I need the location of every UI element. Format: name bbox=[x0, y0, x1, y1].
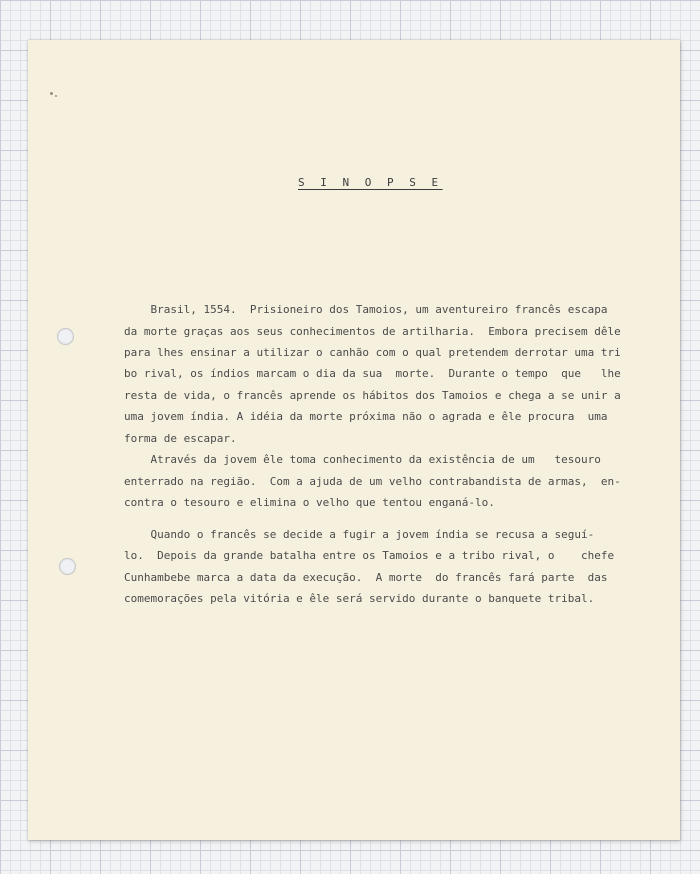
body-line: contra o tesouro e elimina o velho que tentou enganá-lo. bbox=[124, 496, 495, 509]
body-line: bo rival, os índios marcam o dia da sua morte. Durante o tempo que lhe bbox=[124, 367, 621, 380]
body-line: Cunhambebe marca a data da execução. A morte do francês fará parte das bbox=[124, 571, 608, 584]
body-line: resta de vida, o francês aprende os hábitos dos Tamoios e chega a se unir a bbox=[124, 389, 621, 402]
paper-mark bbox=[55, 95, 57, 97]
body-line: Brasil, 1554. Prisioneiro dos Tamoios, um aventureiro francês escapa bbox=[124, 303, 608, 316]
punch-hole bbox=[59, 558, 76, 575]
typewritten-page bbox=[28, 40, 680, 840]
paper-mark bbox=[50, 92, 53, 95]
body-line: comemorações pela vitória e êle será servido durante o banquete tribal. bbox=[124, 592, 595, 605]
body-line: para lhes ensinar a utilizar o canhão com o qual pretendem derrotar uma tri bbox=[124, 346, 621, 359]
body-line: Através da jovem êle toma conhecimento da existência de um tesouro bbox=[124, 453, 601, 466]
document-title: S I N O P S E bbox=[298, 176, 443, 189]
body-line: Quando o francês se decide a fugir a jovem índia se recusa a seguí- bbox=[124, 528, 595, 541]
body-line: forma de escapar. bbox=[124, 432, 237, 445]
body-line: uma jovem índia. A idéia da morte próxima não o agrada e êle procura uma bbox=[124, 410, 608, 423]
body-line: lo. Depois da grande batalha entre os Tamoios e a tribo rival, o chefe bbox=[124, 549, 615, 562]
body-line: enterrado na região. Com a ajuda de um velho contrabandista de armas, en- bbox=[124, 475, 621, 488]
punch-hole bbox=[57, 328, 74, 345]
body-line: da morte graças aos seus conhecimentos de artilharia. Embora precisem dêle bbox=[124, 325, 621, 338]
